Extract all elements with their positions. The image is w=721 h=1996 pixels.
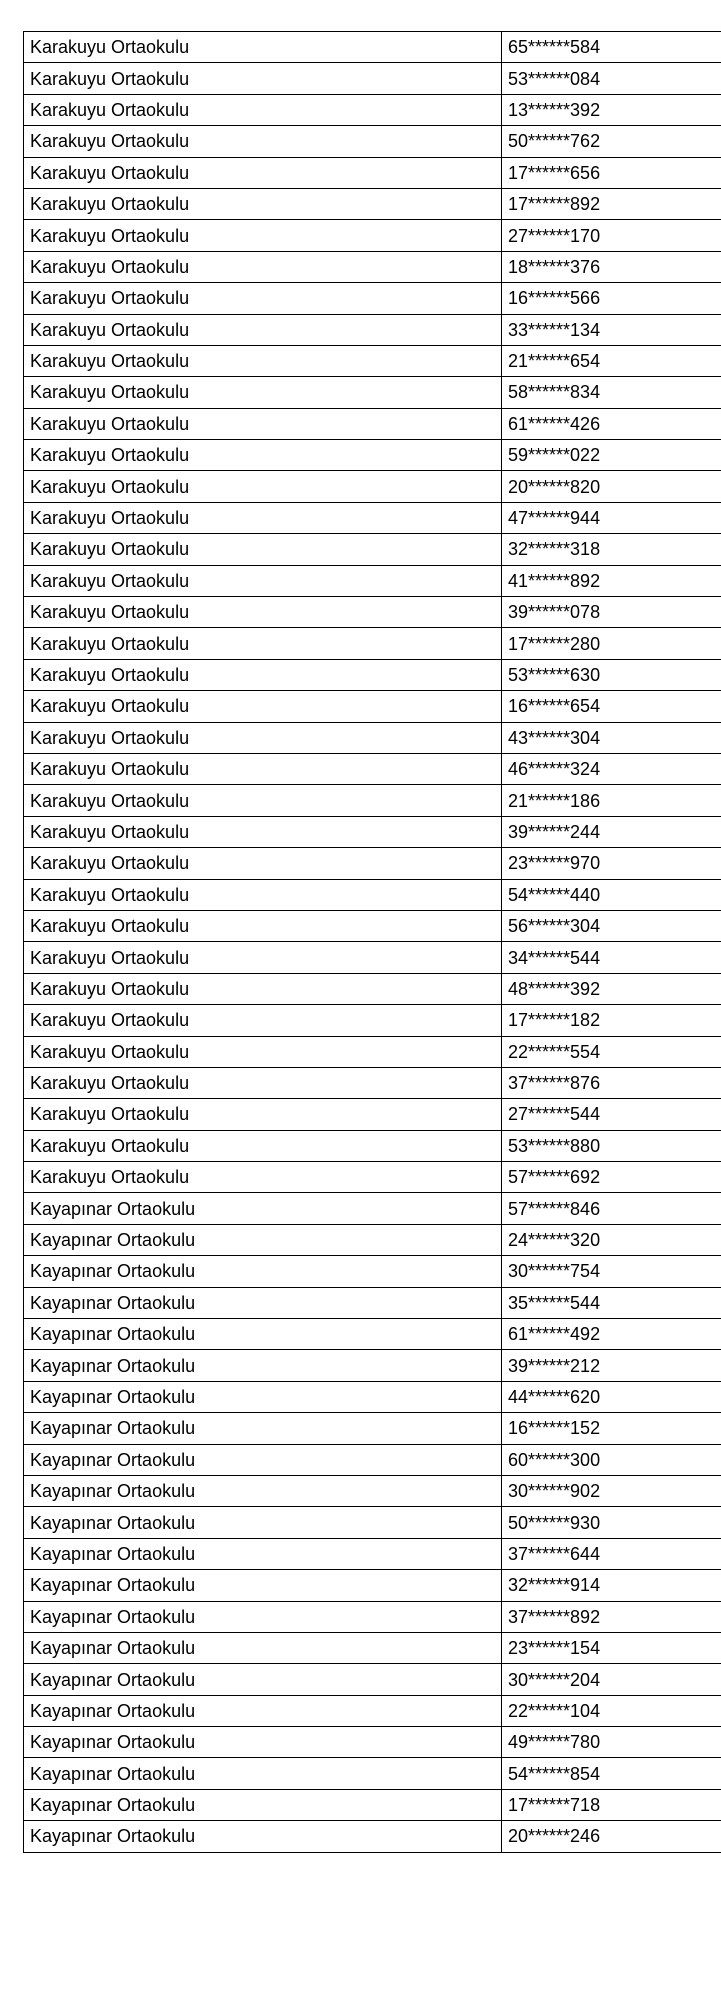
school-name-cell: Karakuyu Ortaokulu [24, 345, 502, 376]
school-name-cell: Karakuyu Ortaokulu [24, 502, 502, 533]
masked-id-cell: 20******820 [502, 471, 721, 502]
school-name-cell: Kayapınar Ortaokulu [24, 1789, 502, 1820]
school-name-cell: Kayapınar Ortaokulu [24, 1475, 502, 1506]
table-row [24, 1162, 721, 1193]
masked-id-cell: 27******170 [502, 220, 721, 251]
school-name-cell: Karakuyu Ortaokulu [24, 722, 502, 753]
table-row [24, 1224, 721, 1255]
table-row [24, 1538, 721, 1569]
table-row [24, 1413, 721, 1444]
table-row [24, 1067, 721, 1098]
table-row [24, 942, 721, 973]
masked-id-cell: 27******544 [502, 1099, 721, 1130]
table-row [24, 1350, 721, 1381]
masked-id-cell: 23******154 [502, 1632, 721, 1663]
masked-id-cell: 18******376 [502, 251, 721, 282]
table-row [24, 1475, 721, 1506]
masked-id-cell: 22******104 [502, 1695, 721, 1726]
masked-id-cell: 46******324 [502, 753, 721, 784]
masked-id-cell: 20******246 [502, 1821, 721, 1852]
table-row [24, 502, 721, 533]
table-row [24, 753, 721, 784]
masked-id-cell: 13******392 [502, 94, 721, 125]
table-row [24, 1758, 721, 1789]
school-name-cell: Karakuyu Ortaokulu [24, 251, 502, 282]
masked-id-cell: 33******134 [502, 314, 721, 345]
table-row [24, 1193, 721, 1224]
school-name-cell: Karakuyu Ortaokulu [24, 910, 502, 941]
masked-id-cell: 24******320 [502, 1224, 721, 1255]
table-row [24, 1130, 721, 1161]
school-name-cell: Kayapınar Ortaokulu [24, 1193, 502, 1224]
school-name-cell: Kayapınar Ortaokulu [24, 1224, 502, 1255]
table-body [24, 32, 721, 1853]
school-name-cell: Karakuyu Ortaokulu [24, 942, 502, 973]
school-name-cell: Karakuyu Ortaokulu [24, 691, 502, 722]
masked-id-cell: 17******656 [502, 157, 721, 188]
school-name-cell: Kayapınar Ortaokulu [24, 1507, 502, 1538]
table-row [24, 283, 721, 314]
masked-id-cell: 43******304 [502, 722, 721, 753]
table-row [24, 910, 721, 941]
masked-id-cell: 47******944 [502, 502, 721, 533]
masked-id-cell: 17******718 [502, 1789, 721, 1820]
masked-id-cell: 23******970 [502, 848, 721, 879]
table-row [24, 973, 721, 1004]
table-row [24, 220, 721, 251]
masked-id-cell: 58******834 [502, 377, 721, 408]
school-name-cell: Karakuyu Ortaokulu [24, 408, 502, 439]
masked-id-cell: 32******318 [502, 534, 721, 565]
masked-id-cell: 54******440 [502, 879, 721, 910]
table-row [24, 628, 721, 659]
school-name-cell: Kayapınar Ortaokulu [24, 1601, 502, 1632]
table-row [24, 471, 721, 502]
masked-id-cell: 53******630 [502, 659, 721, 690]
school-name-cell: Karakuyu Ortaokulu [24, 973, 502, 1004]
school-name-cell: Kayapınar Ortaokulu [24, 1256, 502, 1287]
masked-id-cell: 17******892 [502, 188, 721, 219]
masked-id-cell: 21******654 [502, 345, 721, 376]
masked-id-cell: 50******762 [502, 126, 721, 157]
masked-id-cell: 21******186 [502, 785, 721, 816]
masked-id-cell: 22******554 [502, 1036, 721, 1067]
school-name-cell: Karakuyu Ortaokulu [24, 785, 502, 816]
table-row [24, 314, 721, 345]
school-name-cell: Karakuyu Ortaokulu [24, 1036, 502, 1067]
table-row [24, 879, 721, 910]
masked-id-cell: 39******212 [502, 1350, 721, 1381]
masked-id-cell: 39******244 [502, 816, 721, 847]
school-name-cell: Kayapınar Ortaokulu [24, 1413, 502, 1444]
school-name-cell: Kayapınar Ortaokulu [24, 1319, 502, 1350]
table-row [24, 722, 721, 753]
table-row [24, 1099, 721, 1130]
school-name-cell: Karakuyu Ortaokulu [24, 283, 502, 314]
table-row [24, 534, 721, 565]
school-name-cell: Kayapınar Ortaokulu [24, 1821, 502, 1852]
table-row [24, 345, 721, 376]
table-row [24, 1570, 721, 1601]
table-row [24, 1287, 721, 1318]
masked-id-cell: 60******300 [502, 1444, 721, 1475]
school-name-cell: Kayapınar Ortaokulu [24, 1538, 502, 1569]
masked-id-cell: 30******754 [502, 1256, 721, 1287]
table-row [24, 1821, 721, 1852]
masked-id-cell: 37******644 [502, 1538, 721, 1569]
table-row [24, 659, 721, 690]
school-name-cell: Karakuyu Ortaokulu [24, 440, 502, 471]
school-name-cell: Karakuyu Ortaokulu [24, 63, 502, 94]
table-row [24, 157, 721, 188]
masked-id-cell: 17******280 [502, 628, 721, 659]
school-name-cell: Kayapınar Ortaokulu [24, 1632, 502, 1663]
school-name-cell: Karakuyu Ortaokulu [24, 1005, 502, 1036]
masked-id-cell: 53******880 [502, 1130, 721, 1161]
table-row [24, 1789, 721, 1820]
table-row [24, 251, 721, 282]
school-name-cell: Kayapınar Ortaokulu [24, 1381, 502, 1412]
table-row [24, 1005, 721, 1036]
table-row [24, 1381, 721, 1412]
school-name-cell: Kayapınar Ortaokulu [24, 1444, 502, 1475]
school-name-cell: Karakuyu Ortaokulu [24, 816, 502, 847]
table-row [24, 1507, 721, 1538]
school-name-cell: Karakuyu Ortaokulu [24, 597, 502, 628]
masked-id-cell: 30******204 [502, 1664, 721, 1695]
table-row [24, 691, 721, 722]
masked-id-cell: 35******544 [502, 1287, 721, 1318]
school-name-cell: Karakuyu Ortaokulu [24, 377, 502, 408]
school-name-cell: Karakuyu Ortaokulu [24, 1162, 502, 1193]
school-name-cell: Karakuyu Ortaokulu [24, 126, 502, 157]
school-name-cell: Karakuyu Ortaokulu [24, 157, 502, 188]
school-name-cell: Kayapınar Ortaokulu [24, 1758, 502, 1789]
student-list-sheet [23, 31, 721, 1853]
school-name-cell: Karakuyu Ortaokulu [24, 1067, 502, 1098]
masked-id-cell: 32******914 [502, 1570, 721, 1601]
table-row [24, 1632, 721, 1663]
school-name-cell: Kayapınar Ortaokulu [24, 1695, 502, 1726]
table-row [24, 1256, 721, 1287]
table-row [24, 816, 721, 847]
school-name-cell: Karakuyu Ortaokulu [24, 314, 502, 345]
table-row [24, 565, 721, 596]
school-name-cell: Kayapınar Ortaokulu [24, 1727, 502, 1758]
school-name-cell: Karakuyu Ortaokulu [24, 471, 502, 502]
school-name-cell: Kayapınar Ortaokulu [24, 1287, 502, 1318]
table-row [24, 408, 721, 439]
table-row [24, 1036, 721, 1067]
student-table [23, 31, 721, 1853]
table-row [24, 848, 721, 879]
masked-id-cell: 34******544 [502, 942, 721, 973]
school-name-cell: Karakuyu Ortaokulu [24, 659, 502, 690]
masked-id-cell: 54******854 [502, 1758, 721, 1789]
masked-id-cell: 59******022 [502, 440, 721, 471]
school-name-cell: Karakuyu Ortaokulu [24, 32, 502, 63]
masked-id-cell: 16******152 [502, 1413, 721, 1444]
table-row [24, 1727, 721, 1758]
table-row [24, 377, 721, 408]
masked-id-cell: 65******584 [502, 32, 721, 63]
school-name-cell: Karakuyu Ortaokulu [24, 1099, 502, 1130]
table-row [24, 1601, 721, 1632]
masked-id-cell: 57******692 [502, 1162, 721, 1193]
masked-id-cell: 49******780 [502, 1727, 721, 1758]
masked-id-cell: 50******930 [502, 1507, 721, 1538]
school-name-cell: Karakuyu Ortaokulu [24, 534, 502, 565]
masked-id-cell: 17******182 [502, 1005, 721, 1036]
school-name-cell: Karakuyu Ortaokulu [24, 565, 502, 596]
masked-id-cell: 30******902 [502, 1475, 721, 1506]
school-name-cell: Kayapınar Ortaokulu [24, 1570, 502, 1601]
table-row [24, 1695, 721, 1726]
table-row [24, 1319, 721, 1350]
school-name-cell: Karakuyu Ortaokulu [24, 753, 502, 784]
school-name-cell: Karakuyu Ortaokulu [24, 1130, 502, 1161]
masked-id-cell: 37******876 [502, 1067, 721, 1098]
masked-id-cell: 16******566 [502, 283, 721, 314]
table-row [24, 1664, 721, 1695]
masked-id-cell: 57******846 [502, 1193, 721, 1224]
masked-id-cell: 39******078 [502, 597, 721, 628]
school-name-cell: Karakuyu Ortaokulu [24, 848, 502, 879]
table-row [24, 63, 721, 94]
table-row [24, 32, 721, 63]
masked-id-cell: 48******392 [502, 973, 721, 1004]
table-row [24, 188, 721, 219]
school-name-cell: Karakuyu Ortaokulu [24, 628, 502, 659]
school-name-cell: Kayapınar Ortaokulu [24, 1664, 502, 1695]
table-row [24, 126, 721, 157]
masked-id-cell: 53******084 [502, 63, 721, 94]
table-row [24, 1444, 721, 1475]
masked-id-cell: 41******892 [502, 565, 721, 596]
table-row [24, 94, 721, 125]
table-row [24, 440, 721, 471]
table-row [24, 785, 721, 816]
table-row [24, 597, 721, 628]
masked-id-cell: 56******304 [502, 910, 721, 941]
school-name-cell: Karakuyu Ortaokulu [24, 220, 502, 251]
masked-id-cell: 16******654 [502, 691, 721, 722]
masked-id-cell: 61******426 [502, 408, 721, 439]
school-name-cell: Karakuyu Ortaokulu [24, 188, 502, 219]
school-name-cell: Karakuyu Ortaokulu [24, 879, 502, 910]
masked-id-cell: 44******620 [502, 1381, 721, 1412]
masked-id-cell: 37******892 [502, 1601, 721, 1632]
masked-id-cell: 61******492 [502, 1319, 721, 1350]
school-name-cell: Karakuyu Ortaokulu [24, 94, 502, 125]
school-name-cell: Kayapınar Ortaokulu [24, 1350, 502, 1381]
